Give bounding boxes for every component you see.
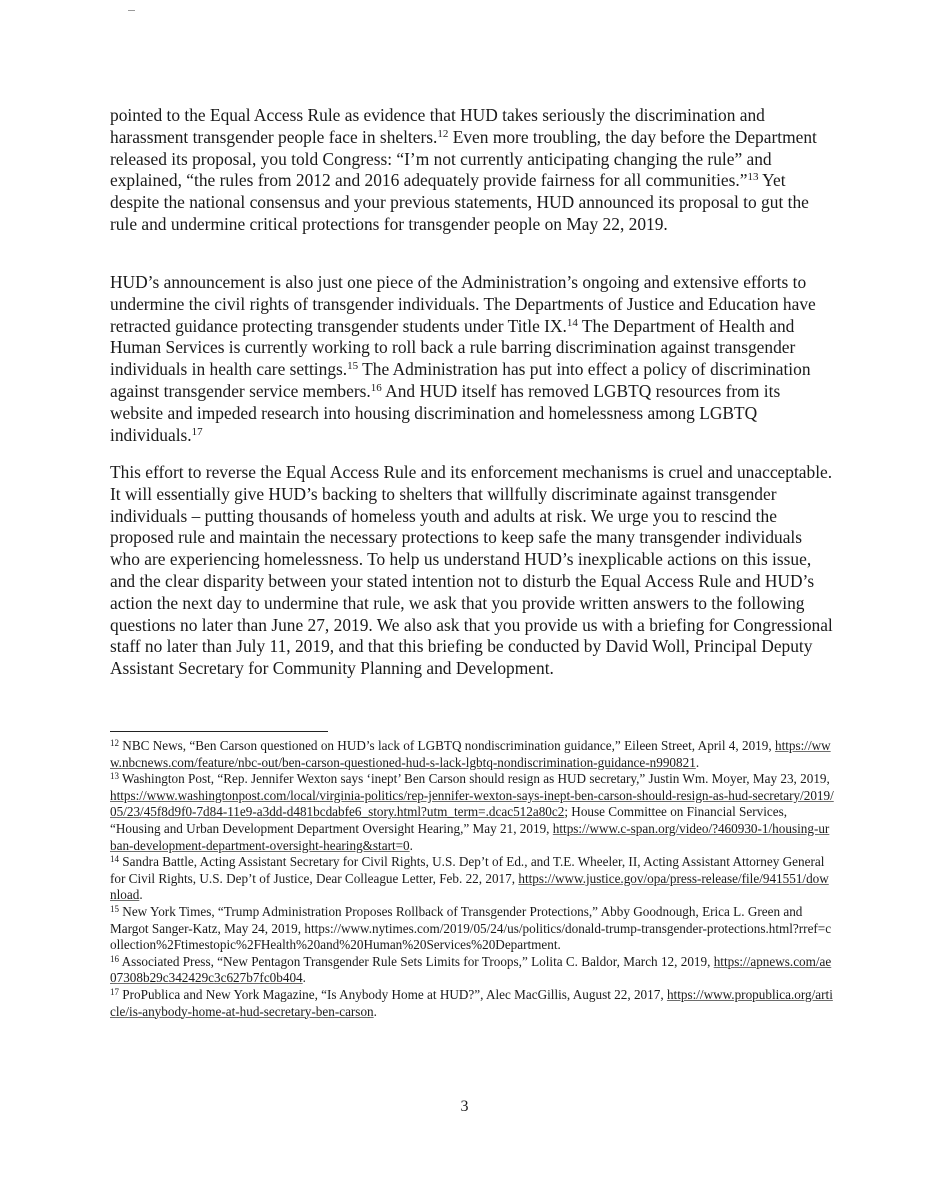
footnote-14 xyxy=(110,854,834,904)
footnote-ref-12[interactable]: 12 xyxy=(437,127,449,140)
citation-link[interactable]: https://www.c-span.org/video/?460930-1/housing-urban-development-department-oversight-hearing&start=0 xyxy=(110,820,830,853)
text-run: Yet despite the national consensus and your previous statements, HUD announced its proposal to gut the rule and undermine critical protections for transgender people on May 22, 2019. xyxy=(110,170,809,234)
footnote-number: 15 xyxy=(110,903,119,914)
text-run: Associated Press, “New Pentagon Transgender Rule Sets Limits for Troops,” Lolita C. Baldor, March 12, 2019, xyxy=(119,953,714,969)
body-paragraph-3 xyxy=(110,462,834,680)
scan-mark xyxy=(128,10,135,11)
text-run: Sandra Battle, Acting Assistant Secretary for Civil Rights, U.S. Dep’t of Ed., and T.E. Wheeler, II, Acting Assistant Attorney General for Civil Rights, U.S. Dep’t of Justice, Dear Colleague Letter, Feb. 22, 2017, xyxy=(110,854,825,886)
text-run: New York Times, “Trump Administration Proposes Rollback of Transgender Protections,” Abby Goodnough, Erica L. Green and Margot Sanger-Katz, May 24, 2019, xyxy=(110,903,803,936)
citation-link[interactable]: https://www.justice.gov/opa/press-release/file/941551/download xyxy=(110,870,829,903)
text-run: The Administration has put into effect a policy of discrimination against transgender service members. xyxy=(110,359,811,401)
text-run: . xyxy=(302,970,306,986)
text-run: And HUD itself has removed LGBTQ resources from its website and impeded research into housing discrimination and homelessness among LGBTQ individuals. xyxy=(110,380,781,445)
citation-link[interactable]: https://apnews.com/ae07308b29c342429c3c627b7fc0b404 xyxy=(110,953,832,986)
footnote-ref-13[interactable]: 13 xyxy=(747,171,759,184)
text-run: ProPublica and New York Magazine, “Is Anybody Home at HUD?”, Alec MacGillis, August 22, 2017, xyxy=(119,986,667,1002)
text-run: . xyxy=(139,887,143,903)
footnote-12 xyxy=(110,738,834,771)
text-run: Washington Post, “Rep. Jennifer Wexton says ‘inept’ Ben Carson should resign as HUD secretary,” Justin Wm. Moyer, May 23, 2019, xyxy=(119,771,830,787)
text-run: . xyxy=(557,937,561,953)
footnote-separator xyxy=(110,731,328,732)
text-run: The Department of Health and Human Services is currently working to roll back a rule barring discrimination against transgender individuals in health care settings. xyxy=(110,315,796,380)
footnote-16 xyxy=(110,954,834,987)
citation-link[interactable]: https://www.washingtonpost.com/local/virginia-politics/rep-jennifer-wexton-says-inept-ben-carson-should-resign-as-hud-secretary/2019/05/23/45f8d9f0-7d84-11e9-a3dd-d481bcdabfe6_story.html?utm_term=.dcac512a80c2 xyxy=(110,787,834,820)
citation-link[interactable]: https://www.propublica.org/article/is-anybody-home-at-hud-secretary-ben-carson xyxy=(110,986,833,1019)
footnote-number: 14 xyxy=(110,854,119,865)
footnote-ref-16[interactable]: 16 xyxy=(370,381,382,394)
footnote-17 xyxy=(110,987,834,1020)
footnote-13 xyxy=(110,771,834,854)
citation-link[interactable]: https://www.nbcnews.com/feature/nbc-out/ben-carson-questioned-hud-s-lack-lgbtq-nondiscrimination-guidance-n990821 xyxy=(110,738,831,770)
text-run: pointed to the Equal Access Rule as evidence that HUD takes seriously the discrimination and harassment transgender people face in shelters. xyxy=(110,105,765,147)
body-paragraph-2 xyxy=(110,272,834,446)
page-number: 3 xyxy=(460,1098,469,1115)
footnotes-section xyxy=(110,738,834,1020)
body-paragraph-1 xyxy=(110,105,834,236)
text-run: HUD’s announcement is also just one piece of the Administration’s ongoing and extensive efforts to undermine the civil rights of transgender individuals. The Departments of Justice and Education have retracted guidance protecting transgender students under Title IX. xyxy=(110,272,816,336)
footnote-15 xyxy=(110,904,834,954)
text-run: Even more troubling, the day before the Department released its proposal, you told Congress: “I’m not currently anticipating changing the rule” and explained, “the rules from 2012 and 2016 adequately provide fairness for all communities.” xyxy=(110,126,817,191)
text-run: . xyxy=(695,754,700,770)
footnote-number: 16 xyxy=(110,953,119,964)
footnote-number: 13 xyxy=(110,771,119,782)
footnote-ref-17[interactable]: 17 xyxy=(191,425,203,438)
text-run: . xyxy=(373,1003,377,1019)
text-run: This effort to reverse the Equal Access Rule and its enforcement mechanisms is cruel and unacceptable. It will essentially give HUD’s backing to shelters that willfully discriminate against transgender individuals – putting thousands of homeless youth and adults at risk. We urge you to rescind the proposed rule and maintain the necessary protections to keep safe the many transgender individuals who are experiencing homelessness. To help us understand HUD’s inexplicable actions on this issue, and the clear disparity between your stated intention not to disturb the Equal Access Rule and HUD’s action the next day to undermine that rule, we ask that you provide written answers to the following questions no later than June 27, 2019. We also ask that you provide us with a briefing for Congressional staff no later than July 11, 2019, and that this briefing be conducted by David Woll, Principal Deputy Assistant Secretary for Community Planning and Development. xyxy=(110,462,833,679)
text-run: . xyxy=(409,837,413,853)
footnote-number: 17 xyxy=(110,986,119,997)
text-run: NBC News, “Ben Carson questioned on HUD’s lack of LGBTQ nondiscrimination guidance,” Eileen Street, April 4, 2019, xyxy=(119,738,775,753)
footnote-ref-15[interactable]: 15 xyxy=(347,360,359,373)
footnote-ref-14[interactable]: 14 xyxy=(566,316,578,329)
citation-url: https://www.nytimes.com/2019/05/24/us/politics/donald-trump-transgender-protections.html?rref=collection%2Ftimestopic%2FHealth%20and%20Human%20Services%20Department xyxy=(110,920,832,953)
text-run: ; House Committee on Financial Services, “Housing and Urban Development Department Oversight Hearing,” May 21, 2019, xyxy=(110,804,788,836)
footnote-number: 12 xyxy=(110,738,119,748)
